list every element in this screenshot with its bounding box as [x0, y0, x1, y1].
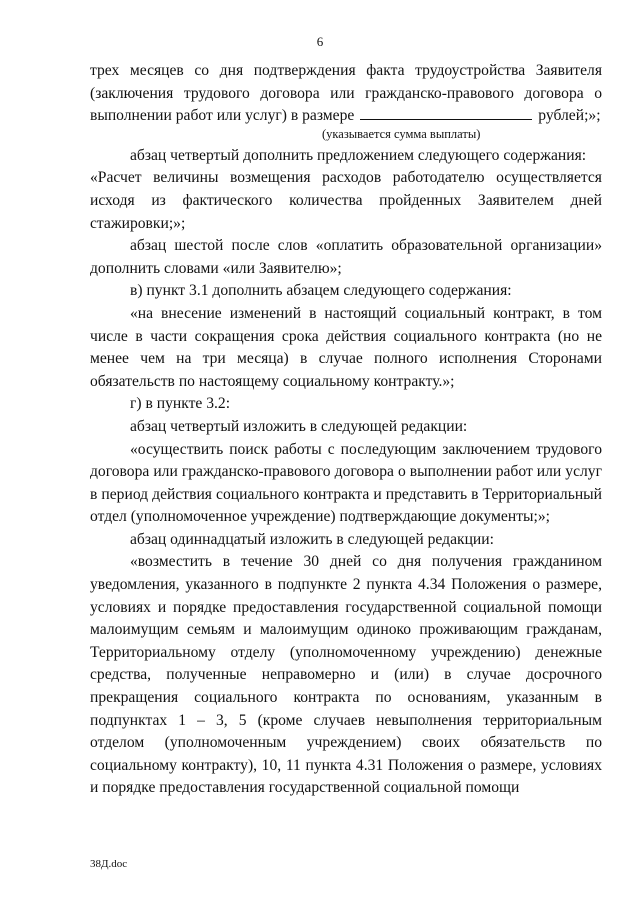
- paragraph-8: абзац четвертый изложить в следующей редакции:: [130, 417, 468, 435]
- paragraph-1-tail: рублей;»;: [538, 107, 601, 125]
- paragraph-6: «на внесение изменений в настоящий социальный контракт, в том числе в части сокращения срока действия социального контракта (но не менее чем на три месяца) в случае полного исполнения Сторонами обязательств по настоящему социальному контракту.»;: [90, 304, 602, 390]
- file-name-footer: 38Д.doc: [90, 858, 128, 870]
- paragraph-9: «осуществить поиск работы с последующим заключением трудового договора или гражданско-правового договора о выполнении работ или услуг в период действия социального контракта и представить в Территориальный отдел (уполномоченное учреждение) подтверждающие документы;»;: [90, 440, 602, 526]
- amount-blank-line: [360, 105, 532, 120]
- paragraph-5: в) пункт 3.1 дополнить абзацем следующего содержания:: [130, 282, 512, 300]
- paragraph-7: г) в пункте 3.2:: [130, 395, 231, 413]
- paragraph-11: «возместить в течение 30 дней со дня получения гражданином уведомления, указанного в подпункте 2 пункта 4.34 Положения о размере, условиях и порядке предоставления государственной социальной помощи малоимущим семьям и малоимущим одиноко проживающим гражданам, Территориальному отделу (уполномоченному учреждению) денежные средства, полученные неправомерно и (или) в случае досрочного прекращения социального контракта по основаниям, указанным в подпунктах 1 – 3, 5 (кроме случаев невыполнения территориальным отделом (уполномоченным учреждением) своих обязательств по социальному контракту), 10, 11 пункта 4.31 Положения о размере, условиях и порядке предоставления государственной социальной помощи: [90, 553, 602, 797]
- amount-hint: (указывается сумма выплаты): [322, 126, 481, 141]
- page-number: 6: [316, 34, 324, 49]
- paragraph-1: [90, 60, 602, 128]
- paragraph-4: абзац шестой после слов «оплатить образовательной организации» дополнить словами «или Заявителю»;: [90, 237, 602, 277]
- document-body: [90, 60, 602, 800]
- paragraph-10: абзац одиннадцатый изложить в следующей редакции:: [130, 530, 494, 548]
- paragraph-2: абзац четвертый дополнить предложением следующего содержания:: [130, 146, 587, 164]
- paragraph-1-text: трех месяцев со дня подтверждения факта трудоустройства Заявителя (заключения трудового договора или гражданско-правового договора о выполнении работ или услуг) в размере: [90, 62, 602, 125]
- paragraph-3: «Расчет величины возмещения расходов работодателю осуществляется исходя из фактического количества пройденных Заявителем дней стажировки;»;: [90, 169, 602, 232]
